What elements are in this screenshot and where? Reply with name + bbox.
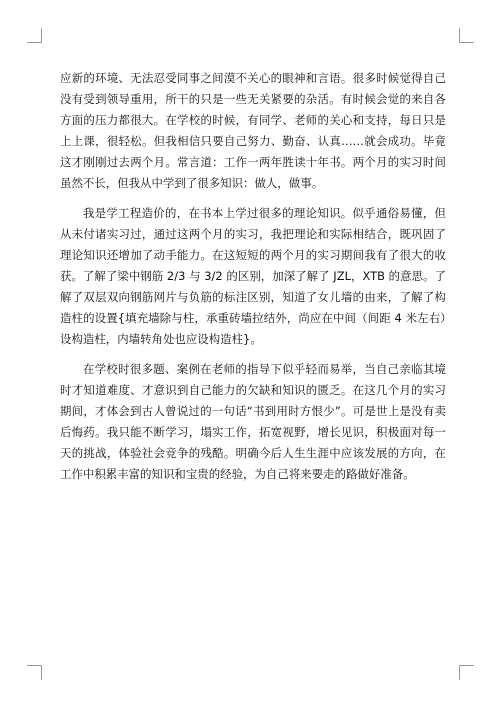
crop-mark-bottom-right xyxy=(459,665,474,680)
paragraph-reflection: 在学校时很多题、案例在老师的指导下似乎轻而易举，当自己亲临其境时才知道难度、才意识到自己能力的欠缺和知识的匮乏。在这几个月的实习期间，才体会到古人曾说过的一句话“书到用时方恨少”。可是世上是没有卖后悔药。我只能不断学习，塌实工作，拓宽视野，增长见识，积极面对每一天的挑战，体验社会竞争的残酷。明确今后人生生涯中应该发展的方向，在工作中积累丰富的知识和宝贵的经验，为自己将来要走的路做好准备。 xyxy=(60,362,446,481)
document-body xyxy=(60,68,446,485)
paragraph-theory-practice: 我是学工程造价的，在书本上学过很多的理论知识。似乎通俗易懂，但从未付诸实习过，通过这两个月的实习，我把理论和实际相结合，既巩固了理论知识还增加了动手能力。在这短短的两个月的实习期间我有了很大的收获。了解了梁中钢筋 2/3 与 3/2 的区别，加深了解了 JZL，XTB 的意思。了解了双层双向钢筋网片与负筋的标注区别，知道了女儿墙的由来，了解了构造柱的设置{填充墙除与柱，承重砖墙拉结外，尚应在中间（间距 4 米左右）设构造柱，内墙转角处也应设构造柱}。 xyxy=(60,206,446,346)
crop-mark-bottom-left xyxy=(27,665,42,680)
paragraph-continuation: 应新的环境、无法忍受同事之间漠不关心的眼神和言语。很多时候觉得自己没有受到领导重用，所干的只是一些无关紧要的杂活。有时候会觉的来自各方面的压力都很大。在学校的时候，有同学、老师的关心和支持，每日只是上上课，很轻松。但我相信只要自己努力、勤奋、认真……就会成功。毕竟这才刚刚过去两个月。常言道：工作一两年胜读十年书。两个月的实习时间虽然不长，但我从中学到了很多知识：做人，做事。 xyxy=(60,71,446,190)
crop-mark-top-right xyxy=(459,28,474,43)
crop-mark-top-left xyxy=(27,28,42,43)
